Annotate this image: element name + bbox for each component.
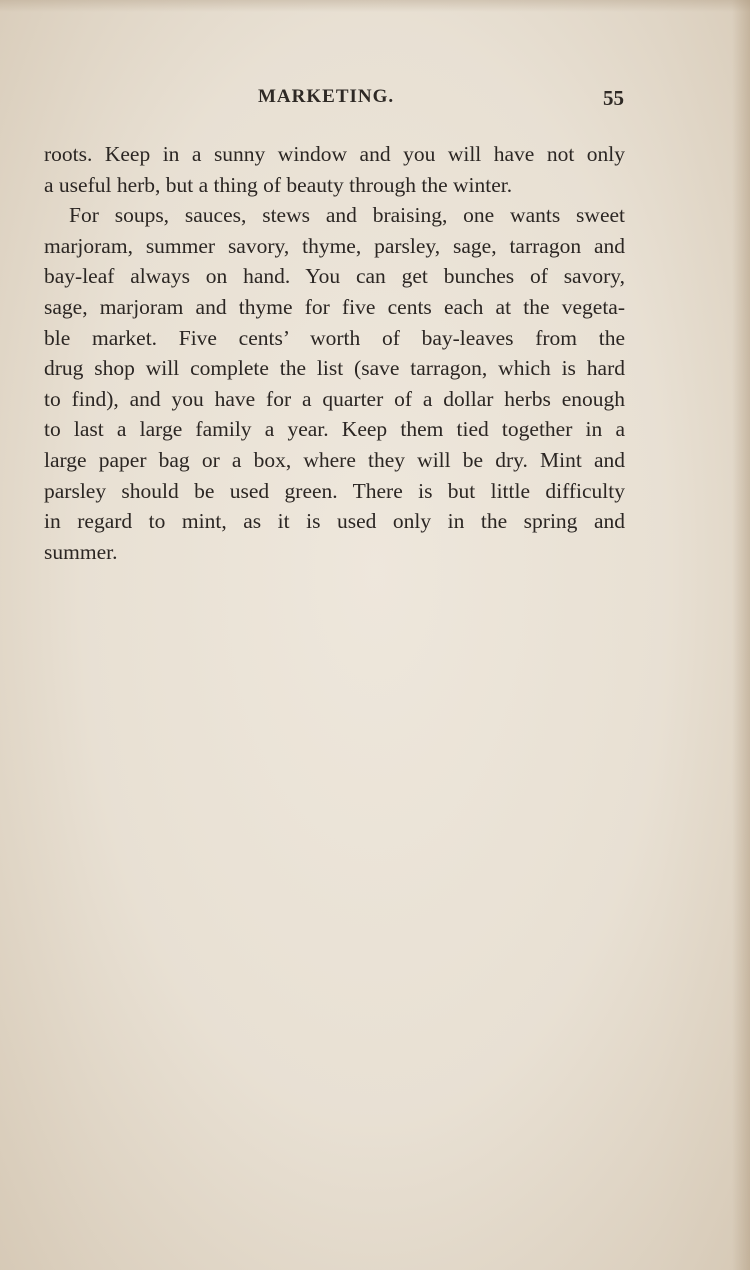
body-text — [44, 139, 625, 567]
text-line: For soups, sauces, stews and braising, one wants sweet — [69, 203, 625, 228]
top-edge-shading — [0, 0, 750, 12]
text-line: to last a large family a year. Keep them tied together in a — [44, 417, 625, 442]
text-line: roots. Keep in a sunny window and you will have not only — [44, 142, 625, 166]
text-line: marjoram, summer savory, thyme, parsley, sage, tarragon and — [44, 233, 625, 258]
text-line: in regard to mint, as it is used only in the spring and — [44, 509, 625, 534]
text-line: drug shop will complete the list (save tarragon, which is hard — [44, 356, 625, 381]
page-number: 55 — [603, 86, 624, 110]
text-line: parsley should be used green. There is but little difficulty — [44, 478, 625, 503]
text-line: to find), and you have for a quarter of a dollar herbs enough — [44, 386, 625, 411]
text-line: sage, marjoram and thyme for five cents each at the vegeta- — [44, 294, 625, 319]
running-head — [44, 86, 624, 112]
text-line: a useful herb, but a thing of beauty through the winter. — [44, 172, 513, 197]
text-line: summer. — [44, 539, 118, 564]
text-line: bay-leaf always on hand. You can get bunches of savory, — [44, 264, 625, 289]
text-line: large paper bag or a box, where they will be dry. Mint and — [44, 447, 625, 472]
right-edge-shading — [732, 0, 750, 1270]
running-title: MARKETING. — [258, 86, 395, 107]
text-line: ble market. Five cents’ worth of bay-leaves from the — [44, 325, 625, 350]
